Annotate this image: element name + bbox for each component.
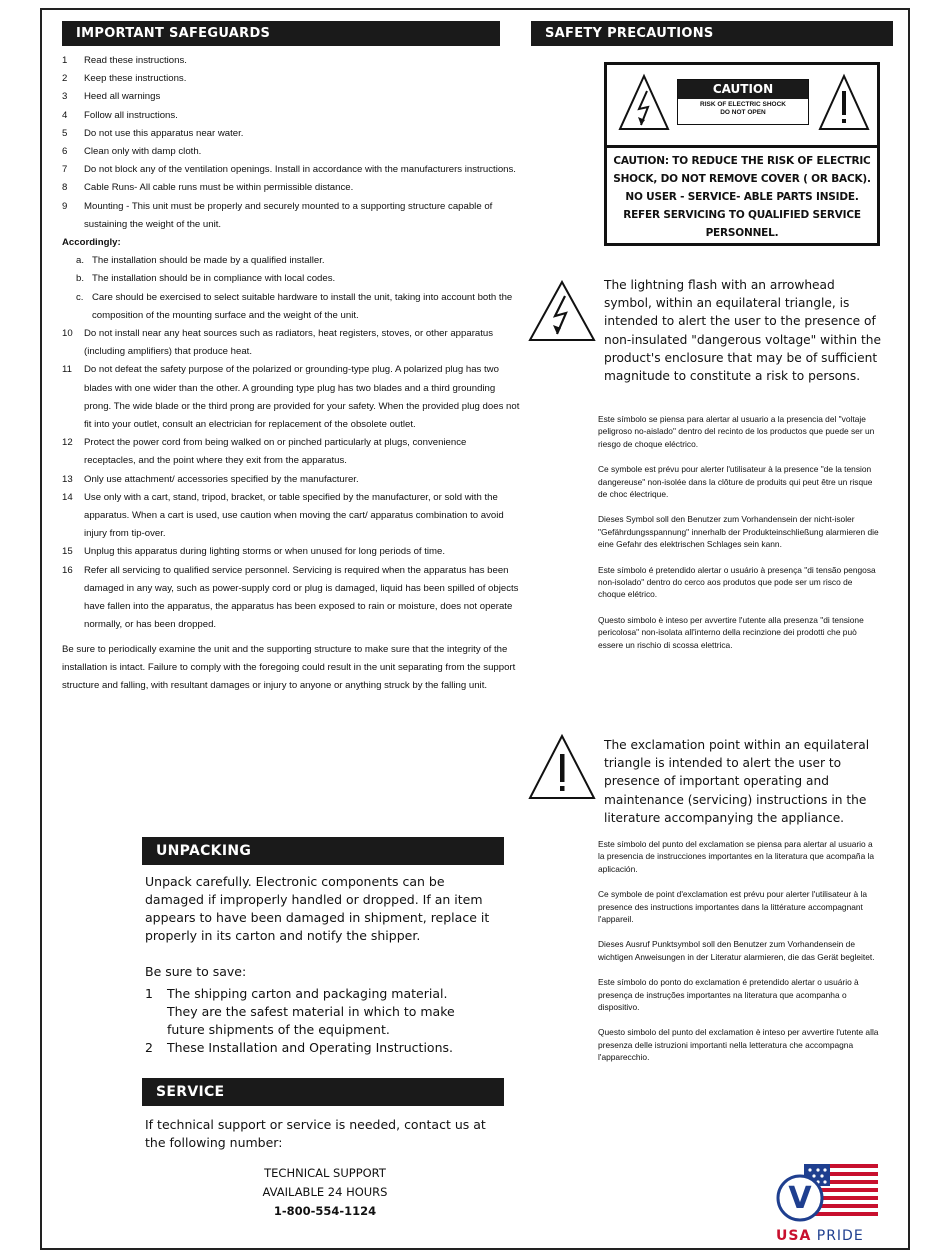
usa-pride-logo xyxy=(772,1160,882,1246)
safeguard-item-number: 1 xyxy=(62,55,68,66)
safeguard-item-text: Unplug this apparatus during lighting storms or when unused for long periods of time. xyxy=(84,546,446,558)
safeguard-item-text: Mounting - This unit must be properly and securely mounted to a supporting structure capable of sustaining the weight of the unit. xyxy=(84,200,493,230)
lightning-translation: Ce symbole est prévu pour alerter l'utilisateur à la presence "de la tension dangereuse" non-isolée dans la clôture de produits qui peut être un risque de choc électrique. xyxy=(598,464,873,500)
lightning-triangle-icon xyxy=(528,280,596,342)
lightning-warning-icon xyxy=(617,73,671,133)
caution-subtitle: RISK OF ELECTRIC SHOCK DO NOT OPEN xyxy=(700,101,786,116)
safeguard-item-number: 16 xyxy=(62,564,73,576)
safeguard-item-number: 3 xyxy=(62,91,68,103)
exclamation-translations xyxy=(598,838,880,1077)
safeguard-item-number: 10 xyxy=(62,328,73,340)
safeguard-subitem xyxy=(62,270,520,288)
safeguard-item xyxy=(62,562,520,635)
tech-support-line1: TECHNICAL SUPPORT xyxy=(264,1166,386,1180)
lightning-translation: Questo simbolo è inteso per avvertire l'utente alla presenza "di tensione pericolosa" non-isolata all'interno della recinzione dei prodotti che può essere un rischio di scossa elettrica. xyxy=(598,614,864,650)
safeguard-item-number: 15 xyxy=(62,546,73,558)
service-heading: SERVICE xyxy=(142,1078,504,1106)
logo-text-usa: USA xyxy=(776,1228,812,1244)
safeguard-item-number: 9 xyxy=(62,200,68,212)
safeguard-item-text: Keep these instructions. xyxy=(84,73,187,85)
unpacking-intro: Unpack carefully. Electronic components can be damaged if improperly handled or dropped. If an item appears to have been damaged in shipment, replace it properly in its carton and notify the shipper. xyxy=(145,874,490,943)
safeguard-subitem-text: The installation should be in compliance with local codes. xyxy=(92,273,336,285)
safeguard-item-text: Clean only with damp cloth. xyxy=(84,146,202,158)
caution-warning-text: CAUTION: TO REDUCE THE RISK OF ELECTRIC SHOCK, DO NOT REMOVE COVER ( OR BACK). NO USER - SERVICE- ABLE PARTS INSIDE. REFER SERVICING TO QUALIFIED SERVICE PERSONNEL. xyxy=(613,155,871,239)
safeguard-item xyxy=(62,179,520,197)
unpacking-item-text: These Installation and Operating Instructions. xyxy=(167,1040,453,1055)
safeguard-item xyxy=(62,325,520,361)
safeguard-item-number: 11 xyxy=(62,364,72,376)
exclamation-triangle-icon xyxy=(528,734,596,800)
safeguard-subitem-number: c. xyxy=(76,291,84,303)
tech-support-block xyxy=(145,1164,505,1221)
safeguards-list xyxy=(62,52,520,695)
lightning-description: The lightning flash with an arrowhead symbol, within an equilateral triangle, is intended to alert the user to the presence of non-insulated "dangerous voltage" within the product's enclosure that may be of sufficient magnitude to constitute a risk to persons. xyxy=(604,278,882,384)
safeguard-item-number: 4 xyxy=(62,109,68,121)
lightning-translation: Dieses Symbol soll den Benutzer zum Vorhandensein der nicht-isoler "Gefährdungsspannung" innerhalb der Produkteinschließung alarmieren die eine Gefahr des elektrischen Schlages sein kann. xyxy=(598,514,879,550)
safeguard-item-number: 12 xyxy=(62,437,73,449)
safeguard-item xyxy=(62,52,520,70)
caution-title: CAUTION xyxy=(678,80,808,99)
safeguard-subitem-text: Care should be exercised to select suitable hardware to install the unit, taking into account both the composition of the mounting surface and the weight of the unit. xyxy=(92,291,513,321)
lightning-translations xyxy=(598,413,880,664)
unpacking-save-label: Be sure to save: xyxy=(145,964,247,979)
tech-support-line2: AVAILABLE 24 HOURS xyxy=(262,1185,388,1199)
unpacking-item xyxy=(145,985,475,1039)
lightning-translation: Este símbolo se piensa para alertar al usuario a la presencia del "voltaje peligroso no-aislado" dentro del recinto de los productos que puede ser un riesgo de choque eléctrico. xyxy=(598,414,875,449)
unpacking-item-number: 1 xyxy=(145,986,153,1001)
safeguard-item-number: 13 xyxy=(62,473,73,485)
safeguard-item-text: Do not block any of the ventilation openings. Install in accordance with the manufacturers instructions. xyxy=(84,164,516,176)
safeguard-item-text: Use only with a cart, stand, tripod, bracket, or table specified by the manufacturer, or sold with the apparatus. When a cart is used, use caution when moving the cart/ apparatus combination to avoid injury from tip-over. xyxy=(84,491,504,540)
accordingly-label: Accordingly: xyxy=(62,237,121,249)
safeguards-closing: Be sure to periodically examine the unit and the supporting structure to make sure that the integrity of the installation is intact. Failure to comply with the foregoing could result in the unit separating from the support structure and falling, with resultant damages or injury to anyone or anything struck by the falling unit. xyxy=(62,643,516,691)
flag-v-emblem xyxy=(772,1160,882,1228)
exclamation-warning-icon xyxy=(817,73,871,133)
safeguard-item-text: Heed all warnings xyxy=(84,91,161,103)
caution-box xyxy=(604,62,880,246)
safeguard-item xyxy=(62,489,520,544)
safeguard-item-text: Do not defeat the safety purpose of the polarized or grounding-type plug. A polarized plug has two blades with one wider than the other. A grounding type plug has two blades and a third grounding prong. The wide blade or the third prong are provided for your safety. When the provided plug does not fit into your outlet, consult an electrician for replacement of the obsolete outlet. xyxy=(84,364,520,431)
safeguard-item xyxy=(62,361,520,434)
safeguard-item-text: Cable Runs- All cable runs must be within permissible distance. xyxy=(84,182,354,194)
safeguard-item xyxy=(62,198,520,234)
safeguard-item xyxy=(62,434,520,470)
exclamation-translation: Ce symbole de point d'exclamation est prévu pour alerter l'utilisateur à la presence des instructions importantes dans la littérature accompagnant l'appareil. xyxy=(598,889,868,925)
unpacking-item xyxy=(145,1039,475,1057)
safeguard-item-text: Protect the power cord from being walked on or pinched particularly at plugs, convenience receptacles, and the point where they exit from the apparatus. xyxy=(84,437,467,467)
exclamation-translation: Dieses Ausruf Punktsymbol soll den Benutzer zum Vorhandensein de wichtigen Anweisungen in der Literatur alarmieren, die das Gerät begleitet. xyxy=(598,939,875,962)
safeguard-subitem-text: The installation should be made by a qualified installer. xyxy=(92,255,325,267)
exclamation-translation: Questo simbolo del punto del exclamation è inteso per avvertire l'utente alla presenza delle istruzioni importanti nella letteratura che accompagna l'apparecchio. xyxy=(598,1027,879,1063)
logo-text-pride: PRIDE xyxy=(816,1228,864,1244)
unpacking-list xyxy=(145,985,475,1057)
safety-precautions-heading: SAFETY PRECAUTIONS xyxy=(531,21,893,46)
safeguard-item-text: Read these instructions. xyxy=(84,55,187,66)
safeguard-item-number: 6 xyxy=(62,146,68,158)
safeguard-item-text: Refer all servicing to qualified service personnel. Servicing is required when the apparatus has been damaged in any way, such as power-supply cord or plug is damaged, liquid has been spilled of objects have fallen into the apparatus, the apparatus has been exposed to rain or moisture, does not operate normally, or has been dropped. xyxy=(84,564,519,631)
safeguard-item xyxy=(62,543,520,561)
safeguard-item xyxy=(62,107,520,125)
safeguard-item-number: 7 xyxy=(62,164,68,176)
exclamation-description: The exclamation point within an equilateral triangle is intended to alert the user to presence of important operating and maintenance (servicing) instructions in the literature accompanying the appliance. xyxy=(604,738,870,825)
important-safeguards-heading: IMPORTANT SAFEGUARDS xyxy=(62,21,500,46)
unpacking-item-text: The shipping carton and packaging material. They are the safest material in which to make future shipments of the equipment. xyxy=(167,986,455,1037)
safeguard-subitem-number: b. xyxy=(76,273,85,285)
safeguard-item-number: 5 xyxy=(62,127,68,139)
unpacking-item-number: 2 xyxy=(145,1040,153,1055)
safeguard-item xyxy=(62,125,520,143)
safeguard-subitem xyxy=(62,252,520,270)
svg-text:V: V xyxy=(788,1181,812,1216)
safeguard-item-text: Follow all instructions. xyxy=(84,109,178,121)
safeguard-item-text: Do not use this apparatus near water. xyxy=(84,127,244,139)
unpacking-heading: UNPACKING xyxy=(142,837,504,865)
safeguard-item-number: 14 xyxy=(62,491,73,503)
safeguard-item xyxy=(62,471,520,489)
safeguard-item xyxy=(62,70,520,88)
lightning-translation: Este símbolo é pretendido alertar o usuário à presença "di tensão pengosa non-isolado" dentro do cerco aos produtos que pode ser um risco de choque elétrico. xyxy=(598,564,876,600)
safeguard-item xyxy=(62,88,520,106)
safeguard-item-number: 8 xyxy=(62,182,68,194)
safeguard-item xyxy=(62,143,520,161)
safeguard-item xyxy=(62,161,520,179)
safeguard-subitem-number: a. xyxy=(76,255,85,267)
safeguard-item-text: Only use attachment/ accessories specified by the manufacturer. xyxy=(84,473,359,485)
exclamation-translation: Este símbolo do ponto do exclamation é pretendido alertar o usuário à presença de instruções importantes na literatura que acompanha o dispositivo. xyxy=(598,977,859,1013)
service-text: If technical support or service is needed, contact us at the following number: xyxy=(145,1117,486,1150)
exclamation-translation: Este símbolo del punto del exclamation se piensa para alertar al usuario a la presencia de instrucciones importantes en la literatura que acompaña la aplicación. xyxy=(598,839,875,874)
caution-label xyxy=(677,79,809,125)
safeguard-subitem xyxy=(62,289,520,325)
tech-support-phone: 1-800-554-1124 xyxy=(273,1204,377,1218)
safeguard-item-text: Do not install near any heat sources such as radiators, heat registers, stoves, or other apparatus (including amplifiers) that produce heat. xyxy=(84,328,494,358)
safeguard-item-number: 2 xyxy=(62,73,68,85)
